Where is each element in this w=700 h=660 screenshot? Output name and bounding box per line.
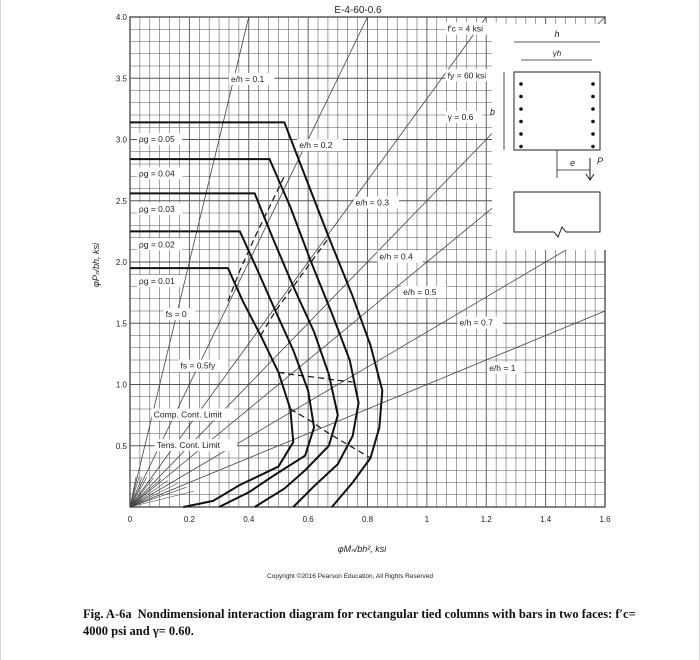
annotation-label: ρg = 0.03 — [138, 203, 175, 214]
rebar-dot — [591, 107, 595, 111]
y-axis-title — [91, 242, 101, 287]
inset-diagram — [490, 24, 610, 250]
dim-gamma-h-label: γh — [552, 49, 562, 58]
rebar-dot — [591, 132, 595, 136]
annotation-label: γ = 0.6 — [447, 111, 474, 122]
annotation-label: e/h = 0.5 — [403, 287, 437, 298]
annotation-label: ρg = 0.02 — [138, 239, 175, 250]
rebar-dot — [519, 132, 523, 136]
x-tick-label: 1.2 — [480, 515, 492, 524]
strain-limit-lines — [228, 176, 371, 458]
annotation-label: Tens. Cont. Limit — [156, 440, 221, 451]
rebar-dot — [519, 107, 523, 111]
annotation-label: e/h = 0.1 — [230, 73, 265, 84]
x-tick-label: 0.2 — [183, 515, 195, 524]
caption-text: Nondimensional interaction diagram for rectangular tied columns with bars in two faces: f′c= 4000 psi and γ= 0.60. — [83, 607, 636, 638]
y-tick-label: 3.0 — [115, 135, 127, 145]
column-section — [514, 72, 600, 150]
x-axis-label: φMₙ/bh², ksi — [337, 544, 387, 554]
x-tick-label: 1.6 — [599, 515, 611, 524]
x-tick-label: 1 — [424, 515, 430, 524]
copyright-notice: Copyright ©2016 Pearson Education, All Rights Reserved — [267, 573, 433, 580]
y-tick-label: 0.5 — [115, 441, 127, 451]
rebar-dot — [519, 145, 523, 149]
chart-title: E-4-60-0.6 — [334, 5, 382, 16]
eccentricity-label: e — [570, 158, 576, 168]
rebar-dot — [591, 82, 595, 86]
rebar-dot — [591, 145, 595, 149]
dim-h-label: h — [554, 29, 560, 39]
annotation-label: e/h = 0.3 — [355, 197, 389, 208]
annotation-label: e/h = 0.4 — [379, 251, 413, 262]
annotation-label: ρg = 0.01 — [138, 276, 175, 287]
caption-label: Fig. A-6a — [83, 607, 132, 621]
figure-caption — [83, 606, 643, 640]
strain-limit-line — [278, 372, 352, 382]
y-tick-label: 1.5 — [115, 319, 127, 329]
annotation-label: ρg = 0.05 — [138, 133, 175, 144]
x-tick-label: 0.4 — [243, 515, 255, 524]
annotation-label: f′c = 4 ksi — [447, 23, 484, 34]
x-tick-label: 0.8 — [361, 515, 374, 524]
x-tick-label: 0.6 — [302, 515, 314, 524]
y-tick-label: 3.5 — [115, 74, 127, 84]
chart-annotations — [137, 23, 524, 452]
rebar-dot — [519, 82, 523, 86]
y-axis-label: φPₙ/bh, ksi — [91, 243, 101, 287]
rebar-dot — [591, 95, 595, 99]
annotation-label: fy = 60 ksi — [447, 70, 487, 81]
rebar-dot — [519, 95, 523, 99]
load-label: P — [597, 156, 604, 166]
y-tick-label: 4.0 — [115, 13, 127, 22]
annotation-label: e/h = 0.7 — [459, 317, 493, 328]
x-tick-label: 0 — [127, 515, 133, 524]
annotation-label: e/h = 0.2 — [299, 140, 333, 151]
rebar-dot — [519, 120, 523, 124]
column-elevation — [514, 192, 600, 237]
annotation-label: Comp. Cont. Limit — [153, 409, 222, 420]
y-tick-label: 2.0 — [115, 258, 127, 267]
annotation-label: ρg = 0.04 — [138, 168, 175, 179]
y-tick-label: 1.0 — [115, 380, 127, 390]
dim-b-label: b — [490, 107, 496, 117]
annotation-label: fs = 0 — [165, 309, 187, 320]
x-tick-label: 1.4 — [540, 515, 552, 524]
annotation-label: fs = 0.5fy — [180, 360, 216, 371]
y-tick-label: 2.5 — [115, 196, 127, 206]
annotation-label: e/h = 1 — [489, 363, 516, 374]
rebar-dot — [591, 120, 595, 124]
